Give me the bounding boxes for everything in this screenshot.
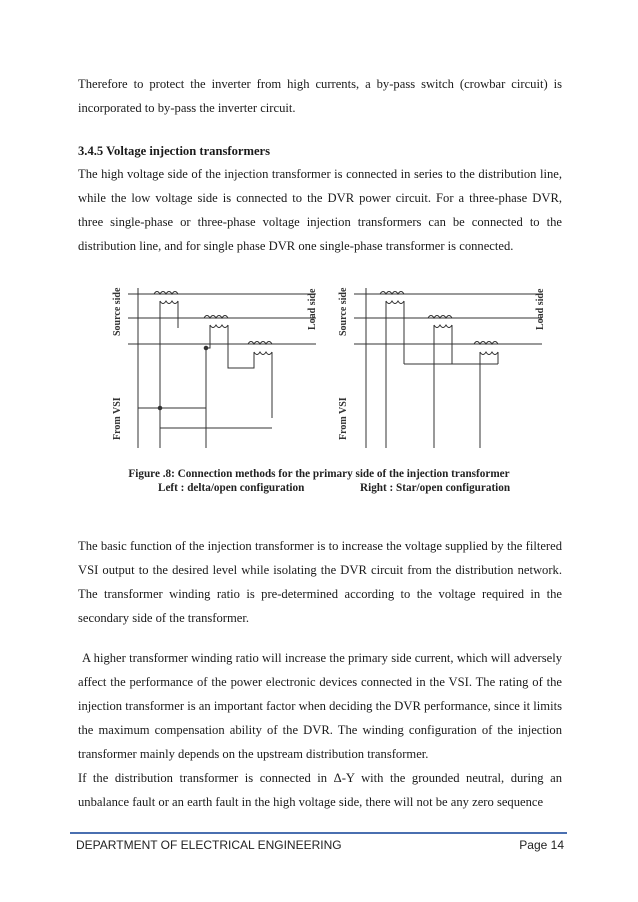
section-body-paragraph: The high voltage side of the injection transformer is connected in series to the distribution line, while the low voltage side is connected to the DVR power circuit. For a three-phase DVR, three single-phase or three-phase voltage injection transformers can be connected to the distribution line, and for single phase DVR one single-phase transformer is connected. — [78, 167, 562, 253]
left-diagram — [128, 288, 316, 448]
basic-function-paragraph: The basic function of the injection transformer is to increase the voltage supplied by the filtered VSI output to the desired level while isolating the DVR circuit from the distribution network. The transformer winding ratio is pre-determined according to the voltage required in the secondary side of the transformer. — [78, 539, 562, 625]
footer-page-number: Page 14 — [519, 838, 564, 852]
left-vsi-leads — [138, 288, 206, 448]
right-winding-a-secondary — [386, 301, 404, 304]
right-vsi-label: From VSI — [338, 397, 349, 440]
left-winding-a-secondary — [160, 301, 178, 304]
intro-paragraph: Therefore to protect the inverter from high currents, a by-pass switch (crowbar circuit) is incorporated to by-pass the inverter circuit. — [78, 77, 562, 115]
right-lead-b — [434, 325, 452, 448]
left-winding-c-secondary — [254, 352, 272, 355]
left-lead-c — [228, 352, 272, 418]
right-winding-b-secondary — [434, 325, 452, 328]
winding-ratio-paragraph: A higher transformer winding ratio will increase the primary side current, which will adversely affect the performance of the power electronic devices connected in the VSI. The rating of the injection transformer is an important factor when deciding the DVR performance, since it limits the maximum compensation ability of the DVR. The winding configuration of the injection transformer mainly depends on the upstream distribution transformer. — [78, 651, 562, 761]
left-winding-b-secondary — [210, 325, 228, 328]
footer-department: DEPARTMENT OF ELECTRICAL ENGINEERING — [76, 838, 342, 852]
right-load-label: Load side — [535, 288, 546, 330]
left-load-label: Load side — [307, 288, 318, 330]
right-source-label: Source side — [338, 287, 349, 336]
left-source-label: Source side — [112, 287, 123, 336]
footer-rule — [70, 832, 567, 834]
caption-right: Right : Star/open configuration — [360, 482, 511, 494]
connection-diagram — [98, 268, 558, 468]
right-lead-a — [386, 301, 404, 448]
figure-caption: Figure .8: Connection methods for the primary side of the injection transformer — [128, 468, 510, 480]
right-lead-c — [480, 352, 498, 448]
distribution-paragraph: If the distribution transformer is connected in Δ-Y with the grounded neutral, during an unbalance fault or an earth fault in the high voltage side, there will not be any zero sequence — [78, 771, 562, 809]
left-vsi-label: From VSI — [112, 397, 123, 440]
left-delta-links — [138, 408, 272, 428]
caption-left: Left : delta/open configuration — [158, 482, 305, 494]
left-node-2 — [158, 406, 162, 410]
connection-figure — [98, 268, 558, 468]
section-heading: 3.4.5 Voltage injection transformers — [78, 144, 271, 158]
left-node-1 — [204, 346, 208, 350]
right-winding-c-secondary — [480, 352, 498, 355]
right-diagram — [354, 288, 542, 448]
left-lead-a — [160, 301, 178, 428]
